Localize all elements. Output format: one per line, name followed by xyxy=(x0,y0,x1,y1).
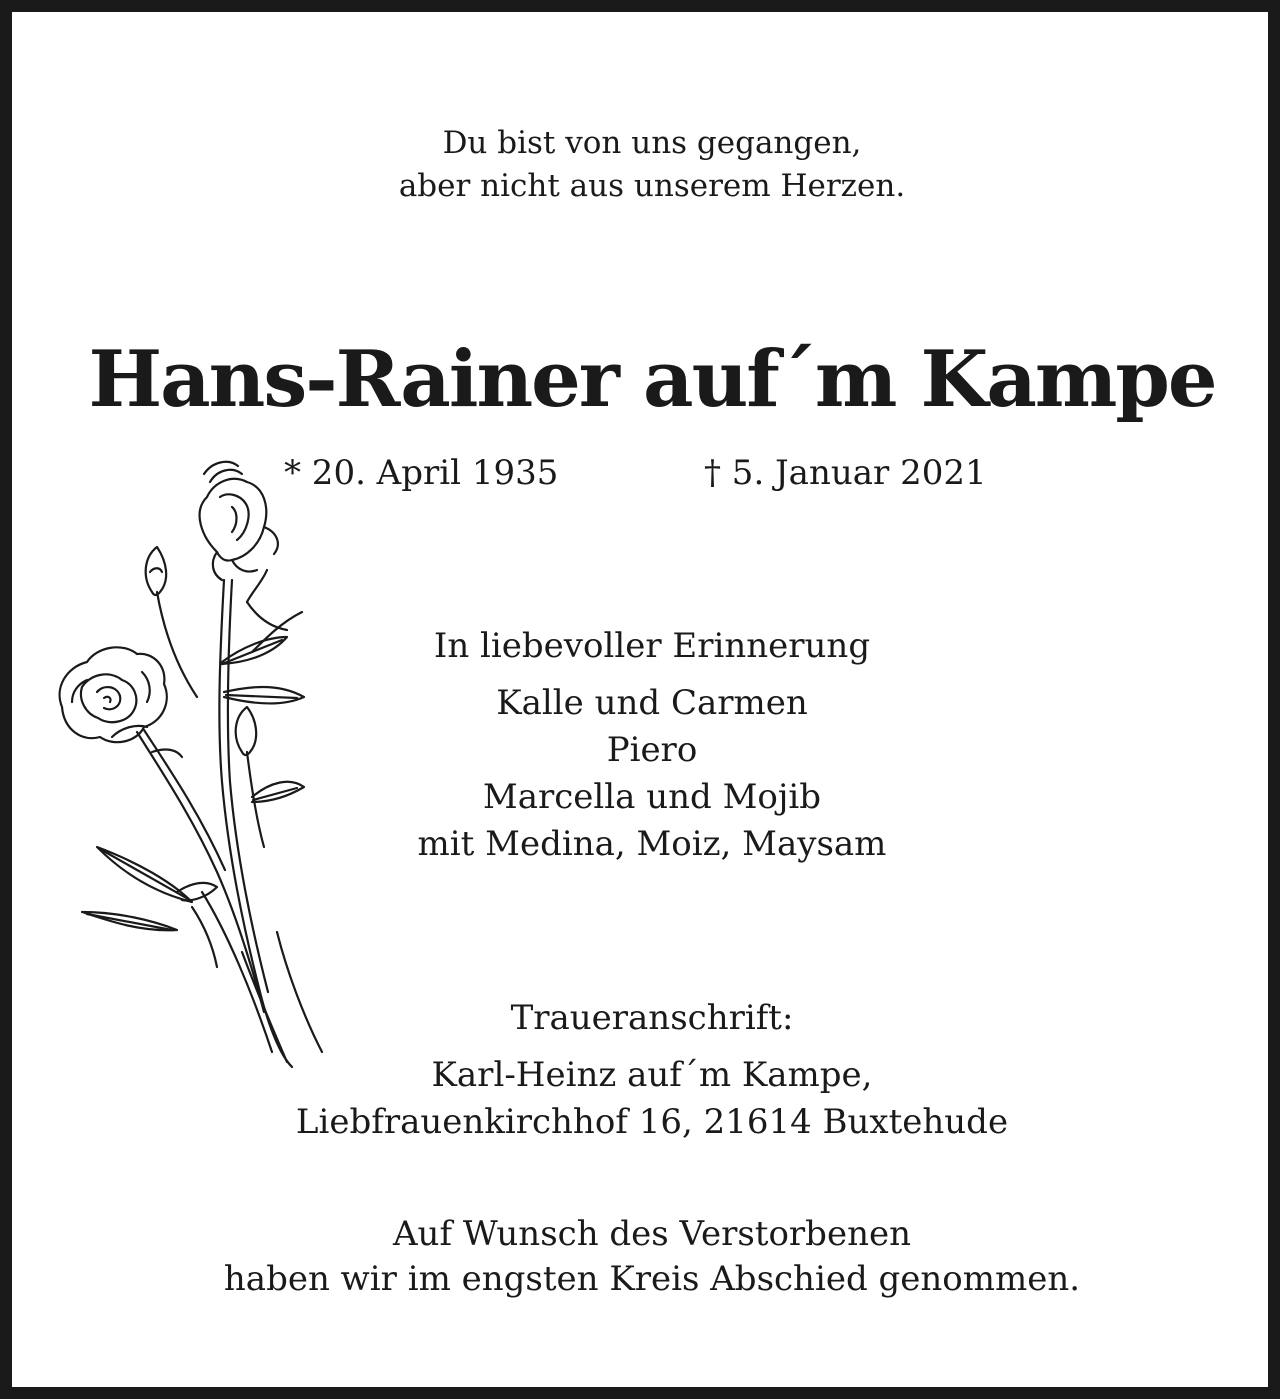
mourner-line: mit Medina, Moiz, Maysam xyxy=(417,824,887,864)
mourner-line: Marcella und Mojib xyxy=(482,777,822,817)
memory-intro: In liebevoller Erinnerung xyxy=(433,626,871,666)
deceased-name: Hans-Rainer auf´m Kampe xyxy=(88,334,1216,425)
address-line-1: Karl-Heinz auf´m Kampe, xyxy=(431,1055,873,1095)
mourners-list xyxy=(12,680,1280,868)
closing-line-1: Auf Wunsch des Verstorbenen xyxy=(393,1214,911,1254)
motto xyxy=(12,122,1280,208)
death-date: † 5. Januar 2021 xyxy=(704,453,987,493)
mourning-address xyxy=(12,1052,1280,1146)
closing-note xyxy=(12,1212,1280,1302)
mourner-line: Kalle und Carmen xyxy=(496,683,808,723)
motto-line-1: Du bist von uns gegangen, xyxy=(442,125,862,161)
address-label: Traueranschrift: xyxy=(510,998,794,1038)
mourner-line: Piero xyxy=(606,730,698,770)
closing-line-2: haben wir im engsten Kreis Abschied genommen. xyxy=(223,1259,1081,1299)
birth-date: * 20. April 1935 xyxy=(284,453,559,493)
motto-line-2: aber nicht aus unserem Herzen. xyxy=(398,168,906,204)
address-line-2: Liebfrauenkirchhof 16, 21614 Buxtehude xyxy=(295,1102,1009,1142)
